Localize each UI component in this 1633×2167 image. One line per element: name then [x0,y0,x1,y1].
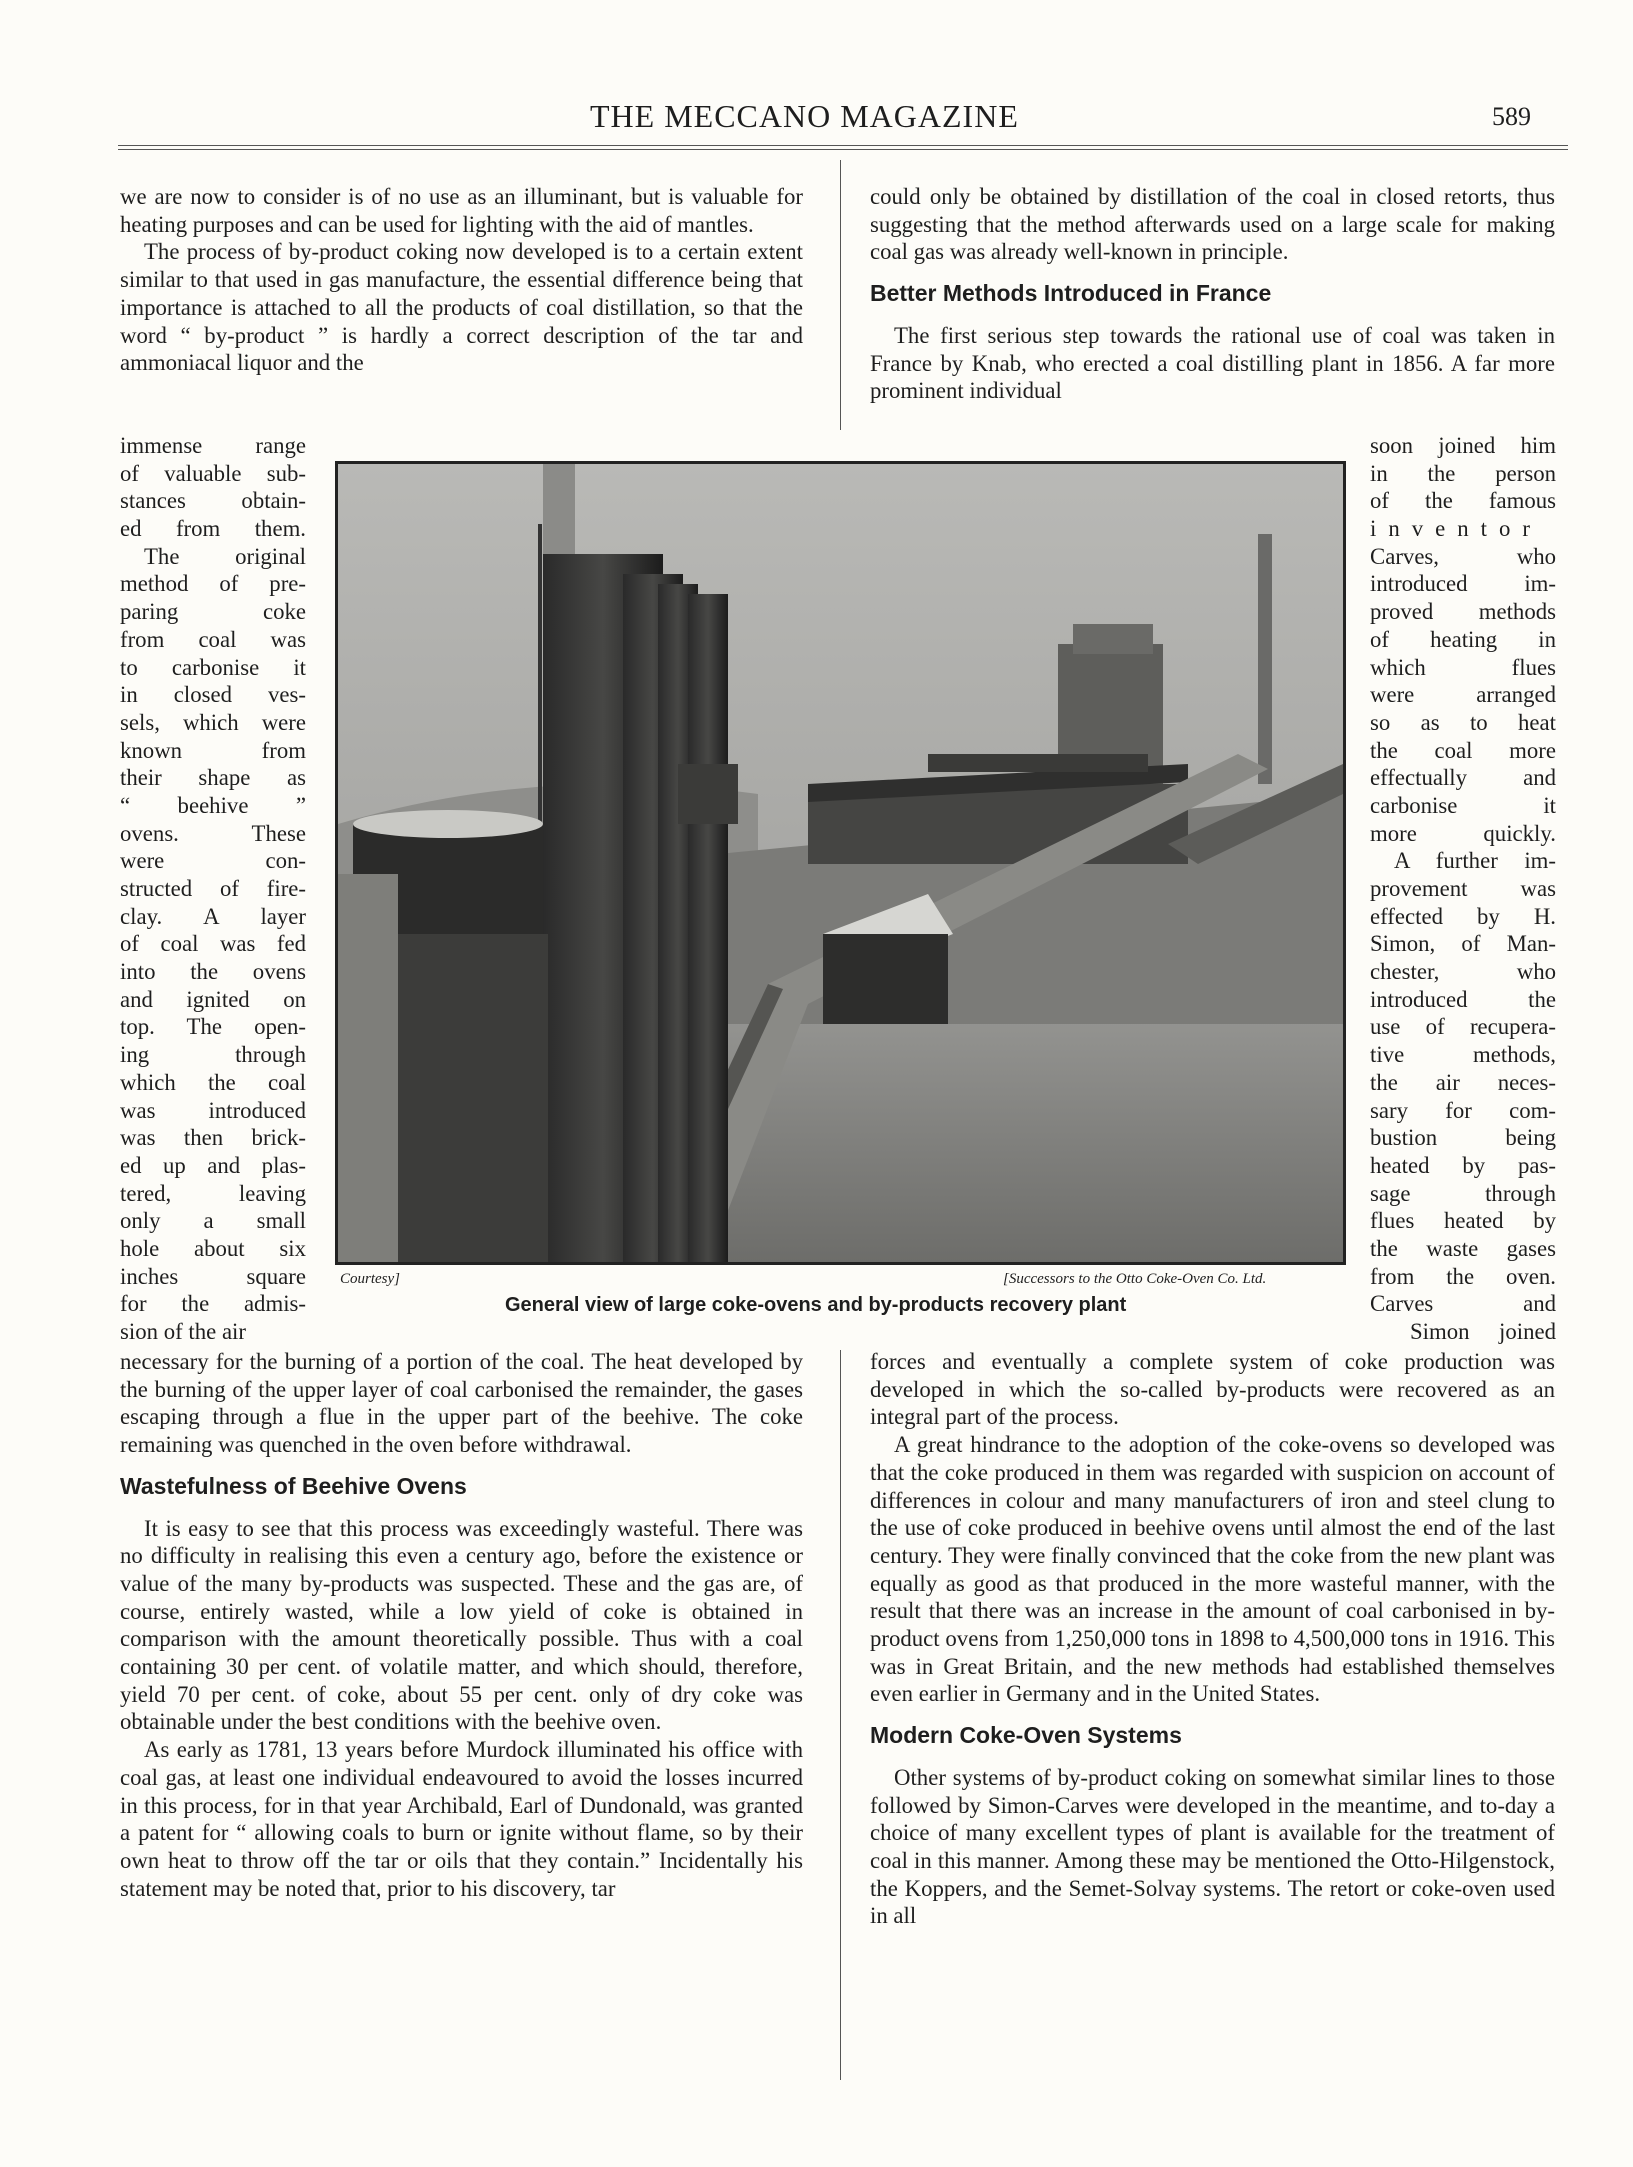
text-line: immense range [120,433,306,458]
text-line: sage through [1370,1180,1556,1206]
text-line: of valuable sub- [120,460,306,486]
text-line: and ignited on [120,986,306,1012]
text-line: ovens. These [120,820,306,846]
text-line: which flues [1370,654,1556,680]
text-line: effectually and [1370,765,1556,791]
left-column-top [120,183,803,377]
text-line: of the famous [1370,488,1556,514]
page-number: 589 [1492,102,1531,131]
text-line: from the oven. [1370,1263,1556,1289]
text-line: paring coke [120,599,306,625]
text-line: chester, who [1370,959,1556,985]
right-column-bottom [870,1348,1555,1930]
text-line: sion of the air [120,1319,246,1344]
column-divider-upper [840,160,841,430]
text-line: in closed ves- [120,682,306,708]
text-line: carbonise it [1370,792,1556,818]
text-line: only a small [120,1208,306,1234]
text-line: provement was [1370,876,1556,901]
right-narrow-column [1370,432,1556,1346]
text-line: tive methods, [1370,1042,1556,1068]
text-line: ed from them. [120,516,306,542]
text-line: so as to heat [1370,709,1556,735]
text-line: hole about six [120,1235,306,1261]
text-line: use of recupera- [1370,1014,1556,1040]
text-line: sary for com- [1370,1097,1556,1123]
column-divider-lower [840,1350,841,2080]
text-line: to carbonise it [120,654,306,680]
text-line: was introduced [120,1097,306,1123]
photo-credit-right: [Successors to the Otto Coke-Oven Co. Ltd. [1003,1271,1267,1287]
paragraph: It is easy to see that this process was exceedingly wasteful. There was no difficulty in realising this even a century ago, before the existence or value of the many by-products was suspected. These and the gas are, of course, entirely wasted, while a low yield of coke is obtained in comparison with the amount theoretically possible. Thus with a coal containing 30 per cent. of volatile matter, and which should, therefore, yield 70 per cent. of coke, about 55 per cent. only of dry coke was obtainable under the best conditions with the beehive oven. [120,1515,803,1735]
text-line: were arranged [1370,682,1556,708]
text-line: Carves and [1370,1291,1556,1317]
text-line: inches square [120,1263,306,1289]
left-narrow-column [120,432,306,1346]
text-line: the waste gases [1370,1235,1556,1261]
text-line: effected by H. [1370,903,1556,929]
coke-oven-plant-photo [335,461,1346,1265]
text-line: for the admis- [120,1291,306,1317]
text-line: flues heated by [1370,1208,1556,1234]
section-heading: Better Methods Introduced in France [870,280,1272,307]
text-line: proved methods [1370,599,1556,625]
paragraph: necessary for the burning of a portion of the coal. The heat developed by the burning of the upper layer of coal carbonised the remainder, the gases escaping through a flue in the upper part of the beehive. The coke remaining was quenched in the oven before withdrawal. [120,1349,803,1458]
text-line: bustion being [1370,1125,1556,1151]
text-line: from coal was [120,626,306,652]
text-line: the air neces- [1370,1069,1556,1095]
text-line: known from [120,737,306,763]
paragraph: could only be obtained by distillation of the coal in closed retorts, thus suggesting that the method afterwards used on a large scale for making coal gas was already well-known in principle. [870,184,1555,265]
paragraph: As early as 1781, 13 years before Murdock illuminated his office with coal gas, at least one individual endeavoured to avoid the losses incurred in this process, for in that year Archibald, Earl of Dundonald, was granted a patent for “ allowing coals to burn or ignite without flame, so by their own heat to throw off the tar or oils that they contain.” Incidentally his statement may be noted that, prior to his discovery, tar [120,1737,803,1901]
paragraph: Other systems of by-product coking on somewhat similar lines to those followed by Simon-Carves were developed in the meantime, and to-day a choice of many excellent types of plant is available for the treatment of coal in this manner. Among these may be mentioned the Otto-Hilgenstock, the Koppers, and the Semet-Solvay systems. The retort or coke-oven used in all [870,1764,1555,1929]
left-column-bottom [120,1348,803,1902]
text-line: method of pre- [120,571,306,597]
text-line: top. The open- [120,1014,306,1040]
text-line: “ beehive ” [120,792,306,818]
text-line: Carves, who [1370,543,1556,569]
text-line: introduced the [1370,986,1556,1012]
text-line: A further im- [1394,848,1556,874]
paragraph: The first serious step towards the rational use of coal was taken in France by Knab, who erected a coal distilling plant in 1856. A far more prominent individual [870,322,1555,404]
section-heading: Modern Coke-Oven Systems [870,1722,1182,1749]
right-column-top [870,183,1555,405]
text-line: heated by pas- [1370,1152,1556,1178]
text-line: was then brick- [120,1125,306,1151]
header-rule-bottom [118,149,1568,150]
photo-caption: General view of large coke-ovens and by-products recovery plant [505,1294,1127,1316]
text-line: more quickly. [1370,820,1556,846]
text-line: tered, leaving [120,1180,306,1206]
section-heading: Wastefulness of Beehive Ovens [120,1472,467,1499]
text-line: clay. A layer [120,903,306,929]
text-line: Simon, of Man- [1370,931,1556,957]
photo-credit-left: Courtesy] [340,1271,400,1287]
paragraph: A great hindrance to the adoption of the coke-ovens so developed was that the coke produced in them was regarded with suspicion on account of differences in colour and many manufacturers of iron and steel clung to the use of coke produced in beehive ovens until almost the end of the last century. They were finally convinced that the coke from the new plant was equally as good as that produced in the more wasteful manner, with the result that there was an increase in the amount of coal carbonised in by-product ovens from 1,250,000 tons in 1898 to 4,500,000 tons in 1916. This was in Great Britain, and the new methods had established themselves even earlier in Germany and in the United States. [870,1432,1555,1707]
text-line: of heating in [1370,626,1556,652]
paragraph: The process of by-product coking now developed is to a certain extent similar to that used in gas manufacture, the essential difference being that importance is attached to all the products of coal distillation, so that the word “ by-product ” is hardly a correct description of the tar and ammoniacal liquor and the [120,239,803,376]
text-line: stances obtain- [120,488,306,514]
photo-illustration [338,464,1343,1262]
text-line: ing through [120,1042,306,1068]
text-line: which the coal [120,1069,306,1095]
text-line: soon joined him [1370,433,1556,458]
magazine-title: THE MECCANO MAGAZINE [590,98,1019,134]
paragraph: we are now to consider is of no use as an illuminant, but is valuable for heating purposes and can be used for lighting with the aid of mantles. [120,184,803,237]
text-line: inventor [1370,516,1542,542]
text-line: The original [144,543,306,569]
paragraph: forces and eventually a complete system of coke production was developed in which the so-called by-products were recovered as an integral part of the process. [870,1349,1555,1430]
text-line: sels, which were [120,709,306,735]
text-line: were con- [120,848,306,874]
text-line: Simon joined [1410,1319,1556,1344]
text-line: in the person [1370,460,1556,486]
text-line: the coal more [1370,737,1556,763]
text-line: into the ovens [120,959,306,985]
text-line: their shape as [120,765,306,791]
text-line: ed up and plas- [120,1152,306,1178]
text-line: structed of fire- [120,876,306,901]
text-line: of coal was fed [120,931,306,957]
header-rule-top [118,145,1568,146]
text-line: introduced im- [1370,571,1556,597]
